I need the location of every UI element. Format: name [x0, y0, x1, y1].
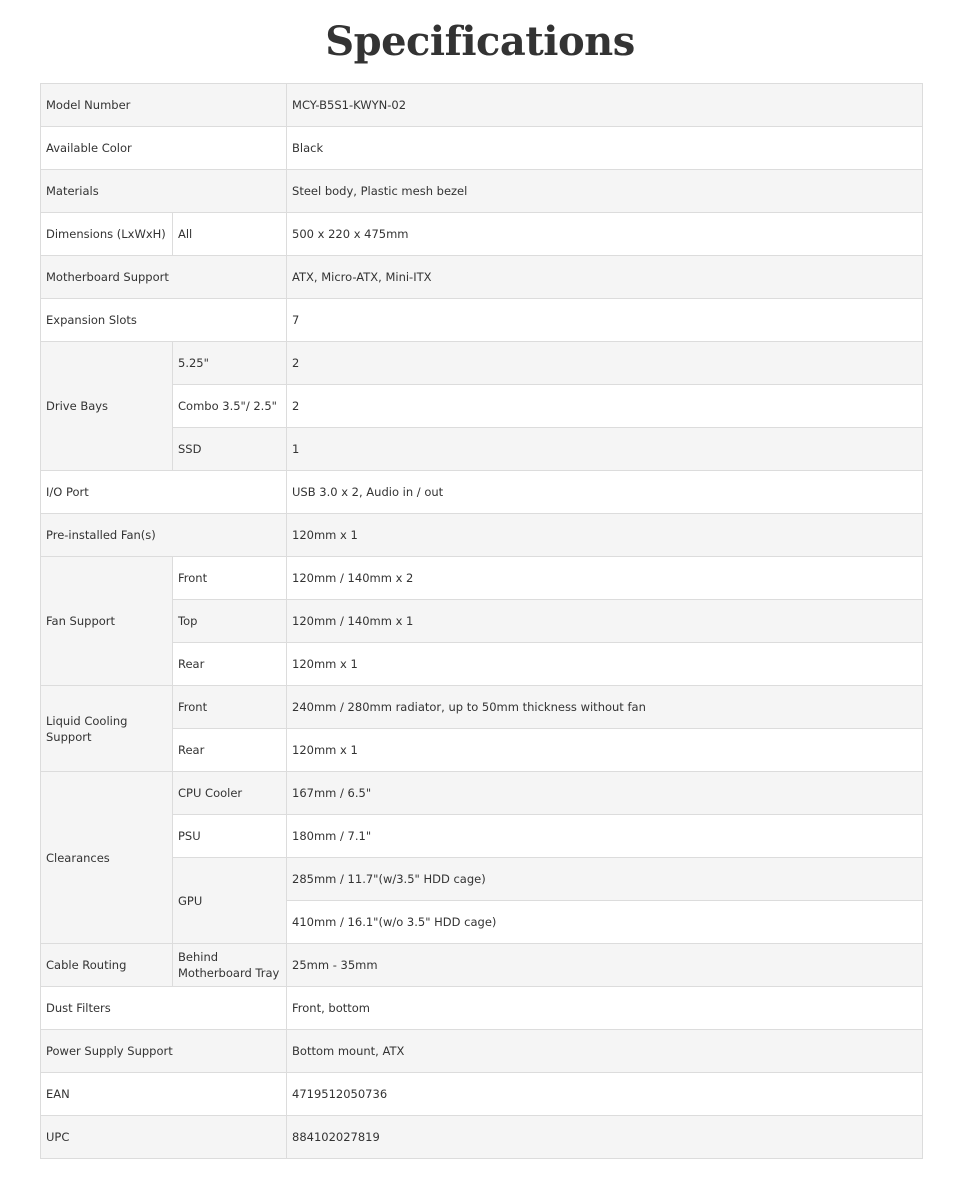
- table-row: [41, 772, 923, 815]
- spec-label: Dust Filters: [41, 987, 287, 1030]
- spec-value: 240mm / 280mm radiator, up to 50mm thickness without fan: [287, 686, 923, 729]
- spec-label: Expansion Slots: [41, 299, 287, 342]
- table-row: [41, 1073, 923, 1116]
- table-row: [41, 557, 923, 600]
- spec-value: 120mm x 1: [287, 729, 923, 772]
- table-row: [41, 514, 923, 557]
- table-row: [41, 686, 923, 729]
- table-row: [41, 299, 923, 342]
- spec-value: ATX, Micro-ATX, Mini-ITX: [287, 256, 923, 299]
- spec-value: 120mm / 140mm x 2: [287, 557, 923, 600]
- spec-sublabel: SSD: [173, 428, 287, 471]
- table-row: [41, 987, 923, 1030]
- spec-label: UPC: [41, 1116, 287, 1159]
- spec-sublabel: Top: [173, 600, 287, 643]
- table-row: [41, 471, 923, 514]
- spec-label: Liquid Cooling Support: [41, 686, 173, 772]
- table-row: [41, 213, 923, 256]
- spec-value: 180mm / 7.1": [287, 815, 923, 858]
- table-row: [41, 256, 923, 299]
- table-row: [41, 342, 923, 385]
- spec-label: EAN: [41, 1073, 287, 1116]
- spec-sublabel: 5.25": [173, 342, 287, 385]
- specifications-table: [40, 83, 923, 1159]
- table-row: [41, 1116, 923, 1159]
- spec-sublabel: Behind Motherboard Tray: [173, 944, 287, 987]
- spec-label: Fan Support: [41, 557, 173, 686]
- table-row: [41, 944, 923, 987]
- spec-value: USB 3.0 x 2, Audio in / out: [287, 471, 923, 514]
- spec-sublabel: Rear: [173, 643, 287, 686]
- spec-value: 285mm / 11.7"(w/3.5" HDD cage): [287, 858, 923, 901]
- spec-sublabel: Front: [173, 686, 287, 729]
- table-row: [41, 1030, 923, 1073]
- page-title: Specifications: [325, 18, 635, 65]
- spec-value: 120mm x 1: [287, 514, 923, 557]
- spec-label: Clearances: [41, 772, 173, 944]
- table-row: [41, 858, 923, 901]
- spec-sublabel: PSU: [173, 815, 287, 858]
- spec-sublabel: Combo 3.5"/ 2.5": [173, 385, 287, 428]
- spec-value: 120mm / 140mm x 1: [287, 600, 923, 643]
- spec-value: Bottom mount, ATX: [287, 1030, 923, 1073]
- spec-label: Power Supply Support: [41, 1030, 287, 1073]
- spec-value: 410mm / 16.1"(w/o 3.5" HDD cage): [287, 901, 923, 944]
- table-row: [41, 127, 923, 170]
- spec-label: Materials: [41, 170, 287, 213]
- spec-value: 120mm x 1: [287, 643, 923, 686]
- spec-label: Model Number: [41, 84, 287, 127]
- table-row: [41, 428, 923, 471]
- spec-value: 884102027819: [287, 1116, 923, 1159]
- spec-value: 25mm - 35mm: [287, 944, 923, 987]
- spec-label: Drive Bays: [41, 342, 173, 471]
- spec-value: 1: [287, 428, 923, 471]
- spec-label: Pre-installed Fan(s): [41, 514, 287, 557]
- spec-sublabel: All: [173, 213, 287, 256]
- spec-sublabel: Rear: [173, 729, 287, 772]
- spec-value: 7: [287, 299, 923, 342]
- table-row: [41, 385, 923, 428]
- spec-value: 4719512050736: [287, 1073, 923, 1116]
- table-row: [41, 600, 923, 643]
- table-row: [41, 170, 923, 213]
- spec-value: 500 x 220 x 475mm: [287, 213, 923, 256]
- spec-sublabel: CPU Cooler: [173, 772, 287, 815]
- spec-value: 2: [287, 385, 923, 428]
- spec-value: Front, bottom: [287, 987, 923, 1030]
- spec-value: Black: [287, 127, 923, 170]
- spec-label: Cable Routing: [41, 944, 173, 987]
- table-row: [41, 815, 923, 858]
- spec-label: Available Color: [41, 127, 287, 170]
- table-row: [41, 643, 923, 686]
- spec-sublabel: Front: [173, 557, 287, 600]
- spec-label: Motherboard Support: [41, 256, 287, 299]
- spec-value: MCY-B5S1-KWYN-02: [287, 84, 923, 127]
- spec-sublabel: GPU: [173, 858, 287, 944]
- spec-value: 167mm / 6.5": [287, 772, 923, 815]
- spec-value: Steel body, Plastic mesh bezel: [287, 170, 923, 213]
- spec-value: 2: [287, 342, 923, 385]
- spec-label: I/O Port: [41, 471, 287, 514]
- table-row: [41, 84, 923, 127]
- spec-label: Dimensions (LxWxH): [41, 213, 173, 256]
- table-row: [41, 729, 923, 772]
